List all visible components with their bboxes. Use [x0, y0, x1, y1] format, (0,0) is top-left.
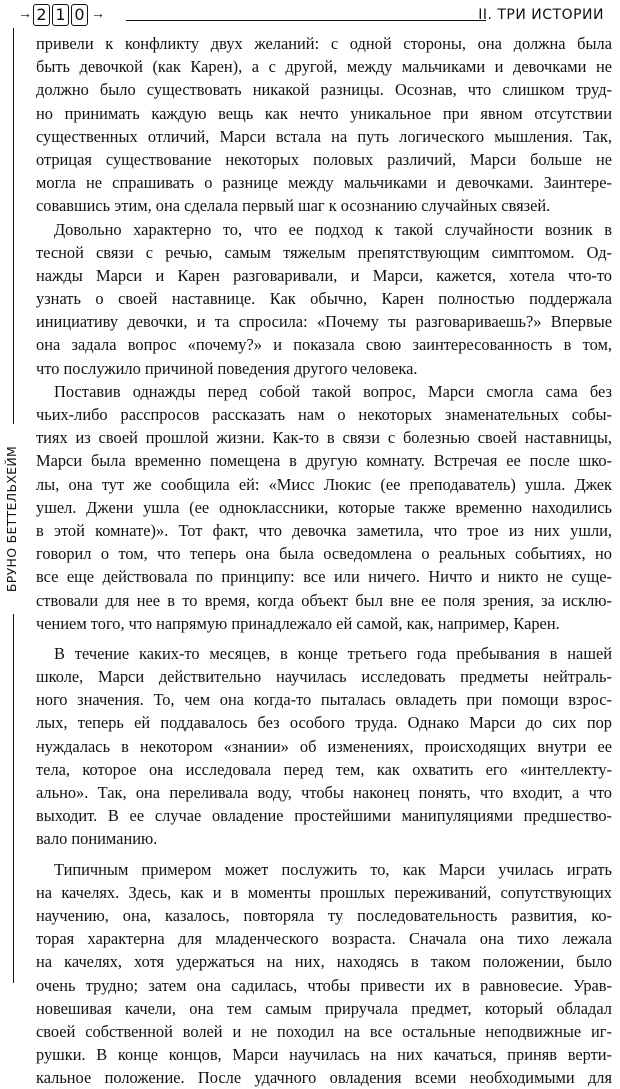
text-line: вало пониманию. — [36, 829, 158, 849]
text-line: рушки. В конце концов, Марси научилась на них качаться, приняв верти- — [36, 1045, 612, 1065]
text-line: В течение каких-то месяцев, в конце третьего года пребывания в нашей — [54, 643, 612, 663]
text-line: чьих-либо расспросов рассказать нам о некоторых знаменательных собы- — [36, 405, 612, 424]
author-name: БРУНО БЕТТЕЛЬХЕЙМ — [4, 424, 22, 614]
page-number-digit: 0 — [71, 4, 88, 26]
text-line: нажды Марси и Карен разговаривали, и Марси, кажется, хотела что-то — [36, 265, 612, 285]
text-line: отрицая существование некоторых половых различий, Марси больше не — [36, 149, 612, 169]
running-title: II. ТРИ ИСТОРИИ — [478, 7, 604, 23]
paragraph — [36, 380, 612, 635]
page-number-digit: 1 — [52, 4, 69, 26]
text-line: она задала вопрос «почему?» и показала свою заинтересованность в том, — [36, 335, 612, 355]
text-line: тела, которое она исследовала перед тем, как охватить его «интеллекту- — [36, 759, 612, 779]
paragraph — [36, 32, 612, 218]
text-line: Типичным примером может послужить то, как Марси училась играть — [54, 859, 612, 879]
text-line: Довольно характерно то, что ее подход к такой случайности возник в — [54, 219, 612, 239]
arrow-right-icon: → — [18, 7, 32, 22]
text-line: чением того, что напрямую принадлежало ей самой, как, например, Карен. — [36, 613, 560, 633]
text-line: новешивая качели, она тем самым приручала предмет, который обладал — [36, 998, 612, 1018]
text-line: все еще действовала по принципу: все или ничего. Ничто и никто не суще- — [36, 567, 612, 587]
text-line: Поставив однажды перед собой такой вопрос, Марси смогла сама без — [54, 381, 612, 401]
text-line: но принимать каждую вещь как нечто уникальное при явном отсутствии — [36, 103, 612, 123]
text-line: в этой комнате)». Тот факт, что девочка заметила, что трое из них ушли, — [36, 520, 612, 540]
arrow-right-icon: → — [91, 7, 105, 22]
text-line: говорил о том, что теперь она была осведомлена о реальных событиях, но — [36, 544, 612, 564]
text-line: должно было существовать никакой разницы. Осознав, что слишком труд- — [36, 80, 612, 100]
paragraph — [36, 858, 612, 1089]
text-line: ного значения. То, чем она когда-то пыталась овладеть при помощи взрос- — [36, 690, 612, 710]
text-line: кальное положение. После удачного овладения всеми необходимыми для — [36, 1068, 612, 1088]
text-line: своей собственной волей и не походил на все остальные неподвижные иг- — [36, 1021, 612, 1041]
sidebar-author — [2, 424, 24, 614]
text-line: выходит. В ее случае овладение простейшими манипуляциями предшество- — [36, 806, 612, 826]
text-line: узнать о своей наставнице. Как обычно, Карен полностью поддержала — [36, 289, 612, 309]
text-line: торая характерна для младенческого возраста. Сначала она тихо лежала — [36, 929, 612, 949]
paragraph — [36, 218, 612, 380]
text-line: лых, теперь ей поддавалось без особого труда. Однако Марси до сих пор — [36, 713, 612, 733]
page-header — [8, 4, 612, 28]
text-line: быть девочкой (как Карен), а с другой, между мальчиками и девочками не — [36, 57, 612, 77]
text-line: тиях из своей прошлой жизни. Как-то в связи с болезнью своей наставницы, — [36, 428, 612, 448]
text-line: что послужило причиной поведения другого человека. — [36, 358, 418, 378]
text-line: ушел. Джени ушла (ее одноклассники, которые также временно находились — [36, 497, 612, 517]
text-line: на качелях. Здесь, как и в моменты прошлых переживаний, сопутствующих — [36, 882, 612, 902]
paragraph — [36, 642, 612, 851]
page-number-digit: 2 — [33, 4, 50, 26]
text-line: совавшись этим, она сделала первый шаг к осознанию случайных связей. — [36, 196, 551, 216]
text-line: существенных отличий, Марси встала на путь логического мышления. Так, — [36, 126, 612, 146]
header-rule — [126, 20, 486, 21]
text-line: лы, она тут же сообщила ей: «Мисс Люкис (ее преподаватель) ушла. Джек — [36, 474, 612, 494]
page-number — [18, 4, 105, 26]
text-line: нуждалась в некотором «знании» об изменениях, происходящих внутри ее — [36, 736, 612, 756]
text-line: Марси была временно помещена в другую комнату. Встречая ее после шко- — [36, 451, 612, 471]
text-line: инициативу девочки, и та спросила: «Почему ты разговариваешь?» Впервые — [36, 312, 612, 332]
text-line: привели к конфликту двух желаний: с одной стороны, она должна была — [36, 34, 612, 53]
text-line: очень трудно; затем она садилась, чтобы привести их в равновесие. Урав- — [36, 975, 612, 995]
text-line: школе, Марси действительно научилась исследовать предметы нейтраль- — [36, 667, 612, 687]
body-text — [36, 32, 612, 1089]
text-line: ально». Так, она переливала воду, чтобы наконец понять, что входит, а что — [36, 783, 612, 802]
text-line: научению, она, казалось, повторяла ту последовательность развития, ко- — [36, 905, 612, 925]
text-line: на качелях, хотя удержаться на них, находясь в таком положении, было — [36, 952, 612, 972]
text-line: тесной связи с речью, самым тяжелым препятствующим симптомом. Од- — [36, 242, 612, 262]
text-line: ствовали для нее в то время, когда объект был вне ее поля зрения, за исклю- — [36, 590, 612, 610]
text-line: могла не спрашивать о разнице между мальчиками и девочками. Заинтере- — [36, 173, 612, 193]
